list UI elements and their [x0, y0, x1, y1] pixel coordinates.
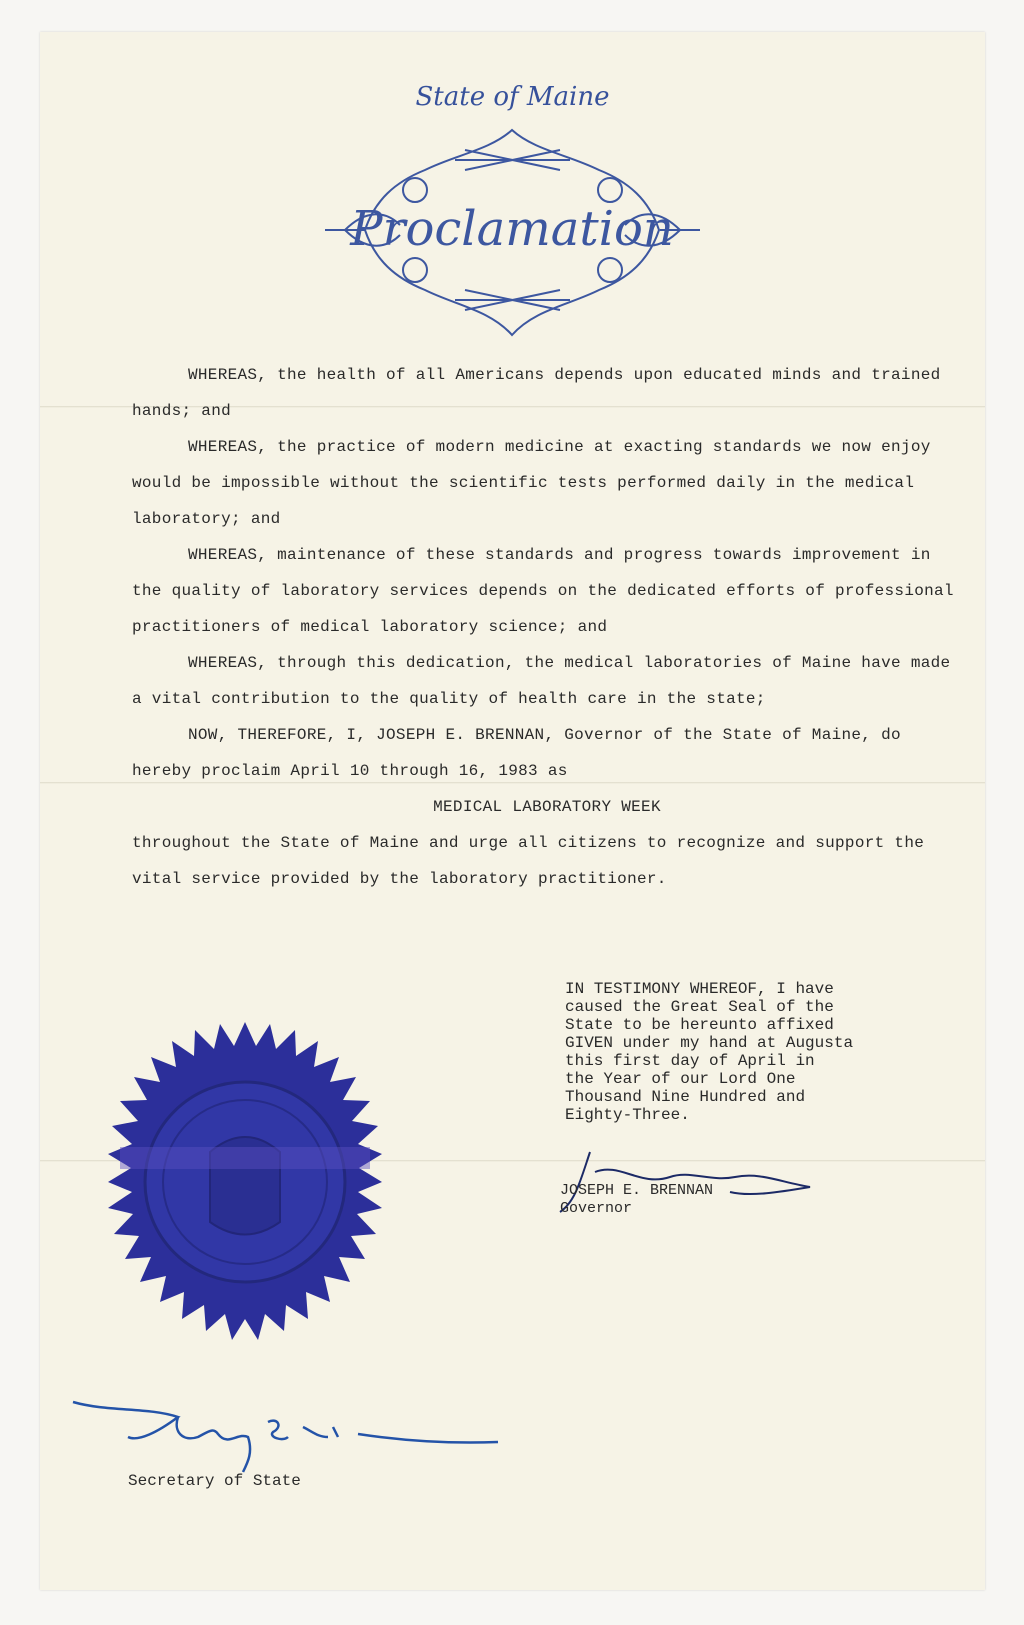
proclamation-ornament	[305, 120, 720, 350]
proclamation-body	[132, 357, 962, 897]
proclamation-heading: Proclamation	[350, 201, 674, 257]
whereas-paragraph: WHEREAS, maintenance of these standards and progress towards improvement in the quality of laboratory services depends on the dedicated efforts of professional practitioners of medical laboratory science; and	[132, 546, 954, 636]
governor-block	[560, 1182, 713, 1218]
secretary-label: Secretary of State	[128, 1472, 301, 1490]
week-title: MEDICAL LABORATORY WEEK	[433, 798, 661, 816]
state-title: State of Maine	[415, 82, 610, 112]
governor-title: Governor	[560, 1200, 633, 1217]
whereas-paragraph: WHEREAS, the health of all Americans depends upon educated minds and trained hands; and	[132, 366, 941, 420]
governor-name: JOSEPH E. BRENNAN	[560, 1182, 714, 1199]
whereas-paragraph: WHEREAS, the practice of modern medicine at exacting standards we now enjoy would be impossible without the scientific tests performed daily in the medical laboratory; and	[132, 438, 931, 528]
therefore-paragraph: NOW, THEREFORE, I, JOSEPH E. BRENNAN, Governor of the State of Maine, do hereby proclaim April 10 through 16, 1983 as	[132, 726, 901, 780]
whereas-paragraph: WHEREAS, through this dedication, the medical laboratories of Maine have made a vital contribution to the quality of health care in the state;	[132, 654, 951, 708]
proclamation-document	[40, 32, 985, 1590]
testimony-block: IN TESTIMONY WHEREOF, I have caused the Great Seal of the State to be hereunto affixed GIVEN under my hand at Augusta this first day of April in the Year of our Lord One Thousand Nine Hundred and Eighty-Three.	[565, 980, 854, 1124]
great-seal	[80, 1022, 410, 1352]
closing-paragraph: throughout the State of Maine and urge all citizens to recognize and support the vital service provided by the laboratory practitioner.	[132, 834, 925, 888]
